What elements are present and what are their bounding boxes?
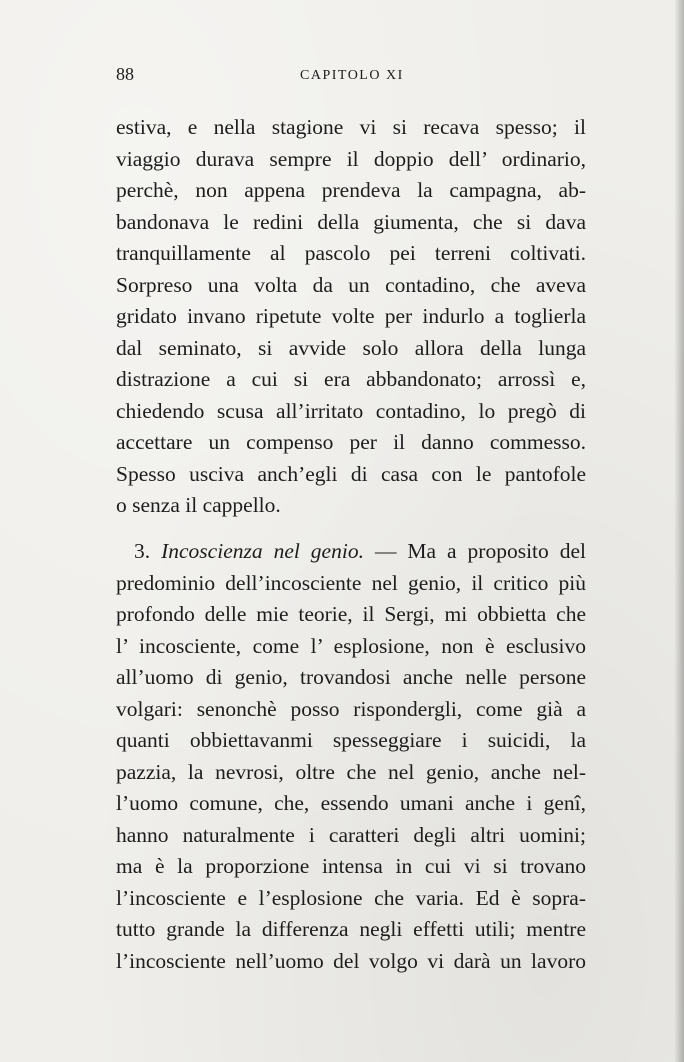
text-line: predominio dell’incosciente nel genio, il critico più	[116, 570, 586, 595]
text-line: Spesso usciva anch’egli di casa con le pantofole	[116, 461, 586, 486]
text-line: all’uomo di genio, trovandosi anche nelle persone	[116, 665, 586, 689]
text-line: pazzia, la nevrosi, oltre che nel genio, anche nel-	[116, 759, 586, 784]
page-edge-shadow	[674, 0, 684, 1062]
text-line: l’ incosciente, come l’ esplosione, non è esclusivo	[116, 633, 586, 658]
text-line: tutto grande la differenza negli effetti utili; mentre	[116, 917, 586, 941]
paragraph-2	[116, 536, 586, 977]
text-line: tranquillamente al pascolo pei terreni coltivati.	[116, 241, 586, 265]
text-line: perchè, non appena prendeva la campagna, ab-	[116, 178, 586, 202]
page-number: 88	[116, 64, 134, 84]
text-line: accettare un compenso per il danno commesso.	[116, 430, 586, 454]
section-heading-rest: — Ma a proposito del	[374, 539, 586, 563]
section-title: Incoscienza nel genio.	[161, 539, 364, 563]
section-heading-line	[116, 536, 586, 568]
text-line: l’incosciente nell’uomo del volgo vi darà un lavoro	[116, 948, 586, 973]
text-line: ma è la proporzione intensa in cui vi si trovano	[116, 854, 586, 878]
text-line: quanti obbiettavanmi spesseggiare i suicidi, la	[116, 728, 586, 752]
text-line: dal seminato, si avvide solo allora della lunga	[116, 335, 586, 360]
text-line: viaggio durava sempre il doppio dell’ ordinario,	[116, 146, 586, 171]
section-number: 3.	[134, 539, 151, 563]
text-line: bandonava le redini della giumenta, che si dava	[116, 209, 586, 234]
page-header	[116, 64, 586, 94]
text-line: gridato invano ripetute volte per indurlo a toglierla	[116, 304, 586, 328]
text-line: l’incosciente e l’esplosione che varia. Ed è sopra-	[116, 885, 586, 910]
text-line: profondo delle mie teorie, il Sergi, mi obbietta che	[116, 602, 586, 626]
text-line: chiedendo scusa all’irritato contadino, lo pregò di	[116, 398, 586, 423]
text-line: estiva, e nella stagione vi si recava spesso; il	[116, 115, 586, 139]
running-head: CAPITOLO XI	[300, 68, 404, 83]
text-line: Sorpreso una volta da un contadino, che aveva	[116, 272, 586, 297]
text-line: volgari: senonchè posso rispondergli, come già a	[116, 696, 586, 721]
text-line: distrazione a cui si era abbandonato; arrossì e,	[116, 367, 586, 391]
text-line: hanno naturalmente i caratteri degli altri uomini;	[116, 822, 586, 847]
text-line: o senza il cappello.	[116, 493, 281, 517]
paragraph-1	[116, 112, 586, 522]
text-line: l’uomo comune, che, essendo umani anche i genî,	[116, 791, 586, 815]
